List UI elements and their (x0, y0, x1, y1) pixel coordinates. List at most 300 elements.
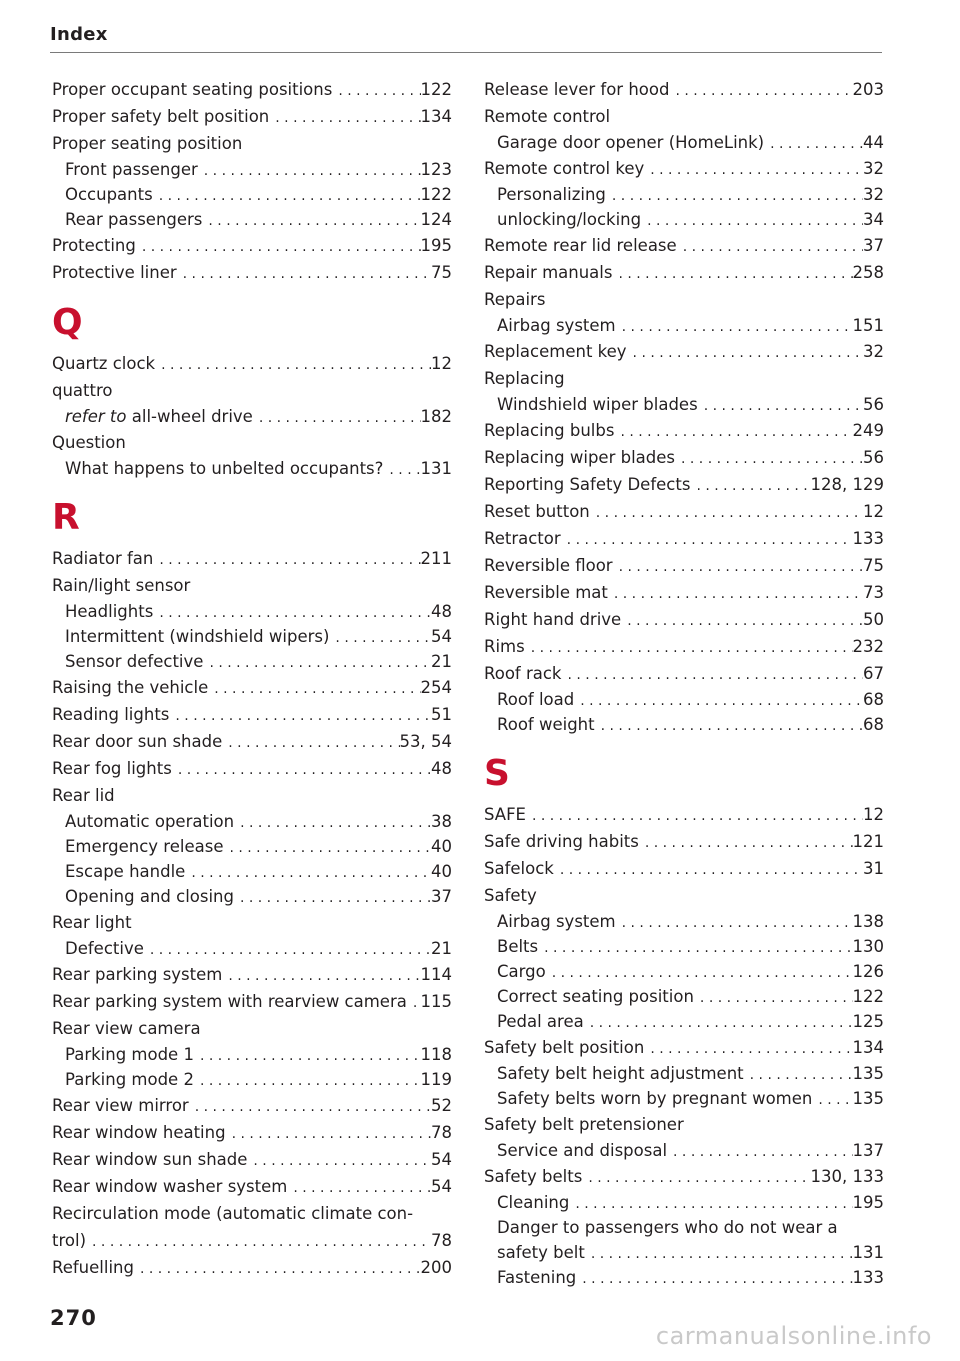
page-reference: 115 (420, 992, 452, 1011)
dot-leader (194, 1069, 421, 1094)
dot-leader (621, 608, 863, 635)
dot-leader (641, 209, 863, 234)
entry-label: Remote control key (484, 159, 645, 178)
entry-label: Proper occupant seating positions (52, 80, 333, 99)
index-subentry (484, 1240, 884, 1265)
index-entry (484, 633, 884, 660)
index-subentry (52, 157, 452, 182)
entry-label: Reporting Safety Defects (484, 475, 691, 494)
page-reference: 56 (863, 395, 884, 414)
page-reference: 258 (852, 263, 884, 282)
entry-label: safety belt (497, 1243, 585, 1262)
page-reference: 78 (431, 1123, 452, 1142)
index-subentry (484, 909, 884, 934)
index-entry (52, 728, 452, 755)
index-entry (52, 1173, 452, 1200)
index-entry (484, 801, 884, 828)
page-reference: 122 (420, 185, 452, 204)
page-reference: 126 (852, 962, 884, 981)
entry-label: Reset button (484, 502, 590, 521)
dot-leader (234, 886, 431, 911)
cross-reference-target: all-wheel drive (126, 407, 253, 426)
index-entry (52, 755, 452, 782)
index-subentry (484, 182, 884, 207)
page-reference: 200 (420, 1258, 452, 1277)
index-entry (52, 1227, 452, 1254)
entry-label: Retractor (484, 529, 561, 548)
dot-leader (287, 1175, 431, 1202)
page-reference: 203 (852, 80, 884, 99)
entry-label: Right hand drive (484, 610, 622, 629)
index-entry (52, 701, 452, 728)
index-subentry (484, 207, 884, 232)
entry-label: What happens to unbelted occupants? (65, 459, 384, 478)
entry-label: Rear view mirror (52, 1096, 189, 1115)
page-reference: 67 (863, 664, 884, 683)
entry-label: Proper safety belt position (52, 107, 270, 126)
index-subentry (52, 809, 452, 834)
dot-leader (269, 105, 420, 132)
dot-leader (222, 963, 420, 990)
index-subentry (484, 313, 884, 338)
entry-label: Rear fog lights (52, 759, 172, 778)
page-reference: 122 (420, 80, 452, 99)
dot-leader (134, 1256, 421, 1283)
page-reference: 38 (431, 812, 452, 831)
index-entry (52, 988, 452, 1015)
index-subentry (484, 130, 884, 155)
page-reference: 32 (863, 185, 884, 204)
index-title: Index (50, 24, 108, 45)
entry-label: Parking mode 1 (65, 1045, 194, 1064)
dot-leader (582, 1165, 810, 1192)
dot-leader (627, 340, 863, 367)
entry-label: Rear passengers (65, 210, 203, 229)
page-reference: 34 (863, 210, 884, 229)
page-reference: 44 (863, 133, 884, 152)
index-heading: Recirculation mode (automatic climate con- (52, 1204, 414, 1223)
entry-label: SAFE (484, 805, 526, 824)
index-subentry (484, 1138, 884, 1163)
index-entry (52, 1254, 452, 1281)
dot-leader (169, 703, 431, 730)
index-subentry (484, 934, 884, 959)
index-entry (52, 103, 452, 130)
entry-label: Replacing bulbs (484, 421, 615, 440)
entry-label: Rear parking system with rearview camera (52, 992, 407, 1011)
dot-leader (198, 159, 421, 184)
entry-label: Automatic operation (65, 812, 235, 831)
dot-leader (177, 261, 431, 288)
index-subentry (52, 1067, 452, 1092)
page-reference: 56 (863, 448, 884, 467)
dot-leader (525, 635, 853, 662)
entry-label: Headlights (65, 602, 154, 621)
index-entry (484, 1163, 884, 1190)
page-reference: 40 (431, 837, 452, 856)
entry-label: Rims (484, 637, 525, 656)
page-reference: 125 (852, 1012, 884, 1031)
page-reference: 31 (863, 859, 884, 878)
entry-label: Reversible floor (484, 556, 613, 575)
dot-leader (616, 911, 853, 936)
index-heading: Rain/light sensor (52, 576, 191, 595)
index-entry (52, 259, 452, 286)
page-reference: 133 (852, 529, 884, 548)
entry-label: Quartz clock (52, 354, 156, 373)
dot-leader (590, 500, 863, 527)
index-entry (484, 579, 884, 606)
page-reference: 37 (431, 887, 452, 906)
entry-label: Protective liner (52, 263, 177, 282)
index-entry (484, 498, 884, 525)
entry-label: Pedal area (497, 1012, 584, 1031)
watermark: carmanualsonline.info (655, 1322, 932, 1350)
entry-label: Rear window heating (52, 1123, 226, 1142)
dot-leader (677, 234, 863, 261)
dot-leader (698, 394, 863, 419)
index-subentry (484, 1061, 884, 1086)
entry-label: Personalizing (497, 185, 606, 204)
dot-leader (234, 811, 431, 836)
page-number: 270 (50, 1306, 97, 1330)
index-entry (484, 606, 884, 633)
page-reference: 37 (863, 236, 884, 255)
dot-leader (185, 861, 431, 886)
entry-label: Roof weight (497, 715, 595, 734)
entry-label: unlocking/locking (497, 210, 642, 229)
dot-leader (538, 936, 852, 961)
entry-label: Repair manuals (484, 263, 613, 282)
entry-label: Reading lights (52, 705, 170, 724)
dot-leader (812, 1088, 852, 1113)
index-subentry (52, 182, 452, 207)
index-entry (52, 76, 452, 103)
entry-label: Windshield wiper blades (497, 395, 698, 414)
dot-leader (612, 261, 852, 288)
dot-leader (153, 601, 431, 626)
index-subentry (52, 649, 452, 674)
index-entry (484, 338, 884, 365)
page-reference: 54 (431, 1177, 452, 1196)
entry-label: Refuelling (52, 1258, 134, 1277)
page-reference: 68 (863, 690, 884, 709)
dot-leader (329, 626, 431, 651)
entry-label: Intermittent (windshield wipers) (65, 627, 330, 646)
dot-leader (608, 581, 863, 608)
dot-leader (595, 714, 863, 739)
page-reference: 134 (852, 1038, 884, 1057)
page-reference: 122 (852, 987, 884, 1006)
page-reference: 68 (863, 715, 884, 734)
index-subentry (52, 599, 452, 624)
index-entry (484, 471, 884, 498)
dot-leader (153, 184, 421, 209)
entry-label: Release lever for hood (484, 80, 670, 99)
page-reference: 54 (431, 627, 452, 646)
entry-label: Front passenger (65, 160, 198, 179)
index-heading: Safety belt pretensioner (484, 1115, 684, 1134)
entry-label: Reversible mat (484, 583, 608, 602)
page-reference: 75 (863, 556, 884, 575)
index-entry (484, 259, 884, 286)
entry-label: Rear window washer system (52, 1177, 288, 1196)
index-subentry (484, 392, 884, 417)
page-reference: 137 (852, 1141, 884, 1160)
index-entry (484, 444, 884, 471)
index-heading: Rear view camera (52, 1019, 201, 1038)
index-heading: Remote control (484, 107, 611, 126)
dot-leader (526, 803, 863, 830)
entry-label: Safety belts (484, 1167, 583, 1186)
page-reference: 50 (863, 610, 884, 629)
index-column-left (52, 76, 452, 1281)
page-reference: 51 (431, 705, 452, 724)
dot-leader (383, 458, 420, 483)
index-entry (52, 961, 452, 988)
index-heading: Proper seating position (52, 134, 243, 153)
section-letter: Q (52, 302, 83, 343)
entry-label: Occupants (65, 185, 153, 204)
index-subentry (52, 1042, 452, 1067)
dot-leader (764, 132, 863, 157)
dot-leader (332, 78, 420, 105)
index-subentry (52, 456, 452, 481)
entry-label: Replacement key (484, 342, 627, 361)
index-entry (52, 1119, 452, 1146)
entry-label: Cargo (497, 962, 546, 981)
dot-leader (247, 1148, 431, 1175)
dot-leader (614, 419, 852, 446)
index-subentry (52, 859, 452, 884)
section-letter: S (484, 753, 510, 794)
index-entry (484, 828, 884, 855)
dot-leader (690, 473, 810, 500)
dot-leader (616, 315, 853, 340)
entry-label: Opening and closing (65, 887, 234, 906)
page-reference: 130, 133 (810, 1167, 884, 1186)
page-reference: 182 (420, 407, 452, 426)
page-reference: 128, 129 (810, 475, 884, 494)
index-heading: Rear light (52, 913, 132, 932)
index-heading: Replacing (484, 369, 565, 388)
index-subentry (484, 959, 884, 984)
index-subentry (484, 1009, 884, 1034)
dot-leader (155, 352, 431, 379)
index-heading: quattro (52, 381, 113, 400)
dot-leader (208, 676, 420, 703)
dot-leader (202, 209, 420, 234)
index-entry (52, 1146, 452, 1173)
page-reference: 32 (863, 159, 884, 178)
page-reference: 131 (420, 459, 452, 478)
dot-leader (584, 1011, 853, 1036)
dot-leader (585, 1242, 853, 1267)
dot-leader (223, 836, 431, 861)
page-reference: 195 (420, 236, 452, 255)
dot-leader (667, 1140, 852, 1165)
page-reference: 40 (431, 862, 452, 881)
page-reference: 52 (431, 1096, 452, 1115)
dot-leader (562, 662, 864, 689)
page-reference: 12 (431, 354, 452, 373)
entry-label: Roof rack (484, 664, 562, 683)
index-entry (52, 232, 452, 259)
entry-label: Remote rear lid release (484, 236, 677, 255)
index-subentry (52, 884, 452, 909)
page-reference: 21 (431, 939, 452, 958)
index-entry (484, 232, 884, 259)
entry-label: Correct seating position (497, 987, 694, 1006)
page-reference: 232 (852, 637, 884, 656)
entry-label: Rear door sun shade (52, 732, 223, 751)
index-entry (484, 155, 884, 182)
page-reference: 123 (420, 160, 452, 179)
entry-label: Safety belt position (484, 1038, 645, 1057)
page-reference: 54 (431, 1150, 452, 1169)
section-letter: R (52, 497, 80, 538)
index-entry (52, 545, 452, 572)
entry-label: Cleaning (497, 1193, 570, 1212)
cross-reference-prefix: refer to (65, 407, 127, 426)
dot-leader (222, 730, 399, 757)
index-heading: Rear lid (52, 786, 115, 805)
index-subentry (484, 712, 884, 737)
index-entry (484, 855, 884, 882)
entry-label: Sensor defective (65, 652, 204, 671)
dot-leader (554, 857, 863, 884)
entry-label: Emergency release (65, 837, 224, 856)
index-entry (484, 417, 884, 444)
dot-leader (639, 830, 853, 857)
page-reference: 131 (852, 1243, 884, 1262)
entry-label: Escape handle (65, 862, 186, 881)
index-entry (484, 660, 884, 687)
index-column-right (484, 76, 884, 1290)
page-reference: 130 (852, 937, 884, 956)
index-subentry (52, 624, 452, 649)
entry-label: Parking mode 2 (65, 1070, 194, 1089)
index-subentry (484, 984, 884, 1009)
entry-label: Rear parking system (52, 965, 223, 984)
dot-leader (606, 184, 863, 209)
page-reference: 78 (431, 1231, 452, 1250)
index-subentry (52, 834, 452, 859)
index-heading: Safety (484, 886, 537, 905)
dot-leader (613, 554, 863, 581)
dot-leader (744, 1063, 853, 1088)
index-entry (484, 1034, 884, 1061)
page-reference: 135 (852, 1064, 884, 1083)
entry-label: Garage door opener (HomeLink) (497, 133, 765, 152)
page-reference: 53, 54 (399, 732, 452, 751)
dot-leader (153, 547, 420, 574)
entry-label: Raising the vehicle (52, 678, 209, 697)
index-subentry (52, 936, 452, 961)
dot-leader (675, 446, 863, 473)
page-reference: 12 (863, 805, 884, 824)
dot-leader (576, 1267, 852, 1292)
index-subentry (52, 207, 452, 232)
page-reference: 114 (420, 965, 452, 984)
dot-leader (172, 757, 431, 784)
header-divider (50, 52, 882, 53)
page-reference: 21 (431, 652, 452, 671)
index-entry (52, 1092, 452, 1119)
page-reference: 75 (431, 263, 452, 282)
entry-label: Roof load (497, 690, 575, 709)
index-subentry (484, 1086, 884, 1111)
index-subentry (484, 687, 884, 712)
entry-label: trol) (52, 1231, 87, 1250)
index-subentry (484, 1190, 884, 1215)
entry-label: Airbag system (497, 912, 616, 931)
dot-leader (694, 986, 853, 1011)
page-reference: 138 (852, 912, 884, 931)
page-reference: 249 (852, 421, 884, 440)
index-heading: Repairs (484, 290, 546, 309)
page-reference: 73 (863, 583, 884, 602)
dot-leader (136, 234, 421, 261)
index-entry (484, 525, 884, 552)
entry-label: Belts (497, 937, 539, 956)
entry-label (65, 404, 253, 429)
page-reference: 151 (852, 316, 884, 335)
dot-leader (644, 1036, 852, 1063)
page-reference: 254 (420, 678, 452, 697)
page-reference: 133 (852, 1268, 884, 1287)
dot-leader (86, 1229, 431, 1256)
dot-leader (644, 157, 863, 184)
page-reference: 211 (420, 549, 452, 568)
page-reference: 118 (420, 1045, 452, 1064)
entry-label: Rear window sun shade (52, 1150, 248, 1169)
page-reference: 124 (420, 210, 452, 229)
page-reference: 121 (852, 832, 884, 851)
entry-label: Defective (65, 939, 144, 958)
entry-label: Radiator fan (52, 549, 154, 568)
dot-leader (253, 406, 421, 431)
entry-label: Safe driving habits (484, 832, 639, 851)
index-entry (484, 552, 884, 579)
dot-leader (203, 651, 431, 676)
index-heading: Danger to passengers who do not wear a (497, 1218, 838, 1237)
entry-label: Safety belt height adjustment (497, 1064, 744, 1083)
entry-label: Replacing wiper blades (484, 448, 675, 467)
index-subentry (52, 404, 452, 429)
dot-leader (574, 689, 863, 714)
entry-label: Protecting (52, 236, 136, 255)
index-subentry (484, 1265, 884, 1290)
page-reference: 135 (852, 1089, 884, 1108)
index-entry (484, 76, 884, 103)
entry-label: Fastening (497, 1268, 577, 1287)
page-reference: 12 (863, 502, 884, 521)
dot-leader (407, 990, 421, 1017)
dot-leader (189, 1094, 431, 1121)
page-reference: 48 (431, 759, 452, 778)
dot-leader (569, 1192, 852, 1217)
page-reference: 195 (852, 1193, 884, 1212)
dot-leader (194, 1044, 421, 1069)
dot-leader (561, 527, 853, 554)
page-reference: 134 (420, 107, 452, 126)
dot-leader (546, 961, 853, 986)
page-reference: 32 (863, 342, 884, 361)
entry-label: Airbag system (497, 316, 616, 335)
entry-label: Service and disposal (497, 1141, 668, 1160)
page-reference: 48 (431, 602, 452, 621)
